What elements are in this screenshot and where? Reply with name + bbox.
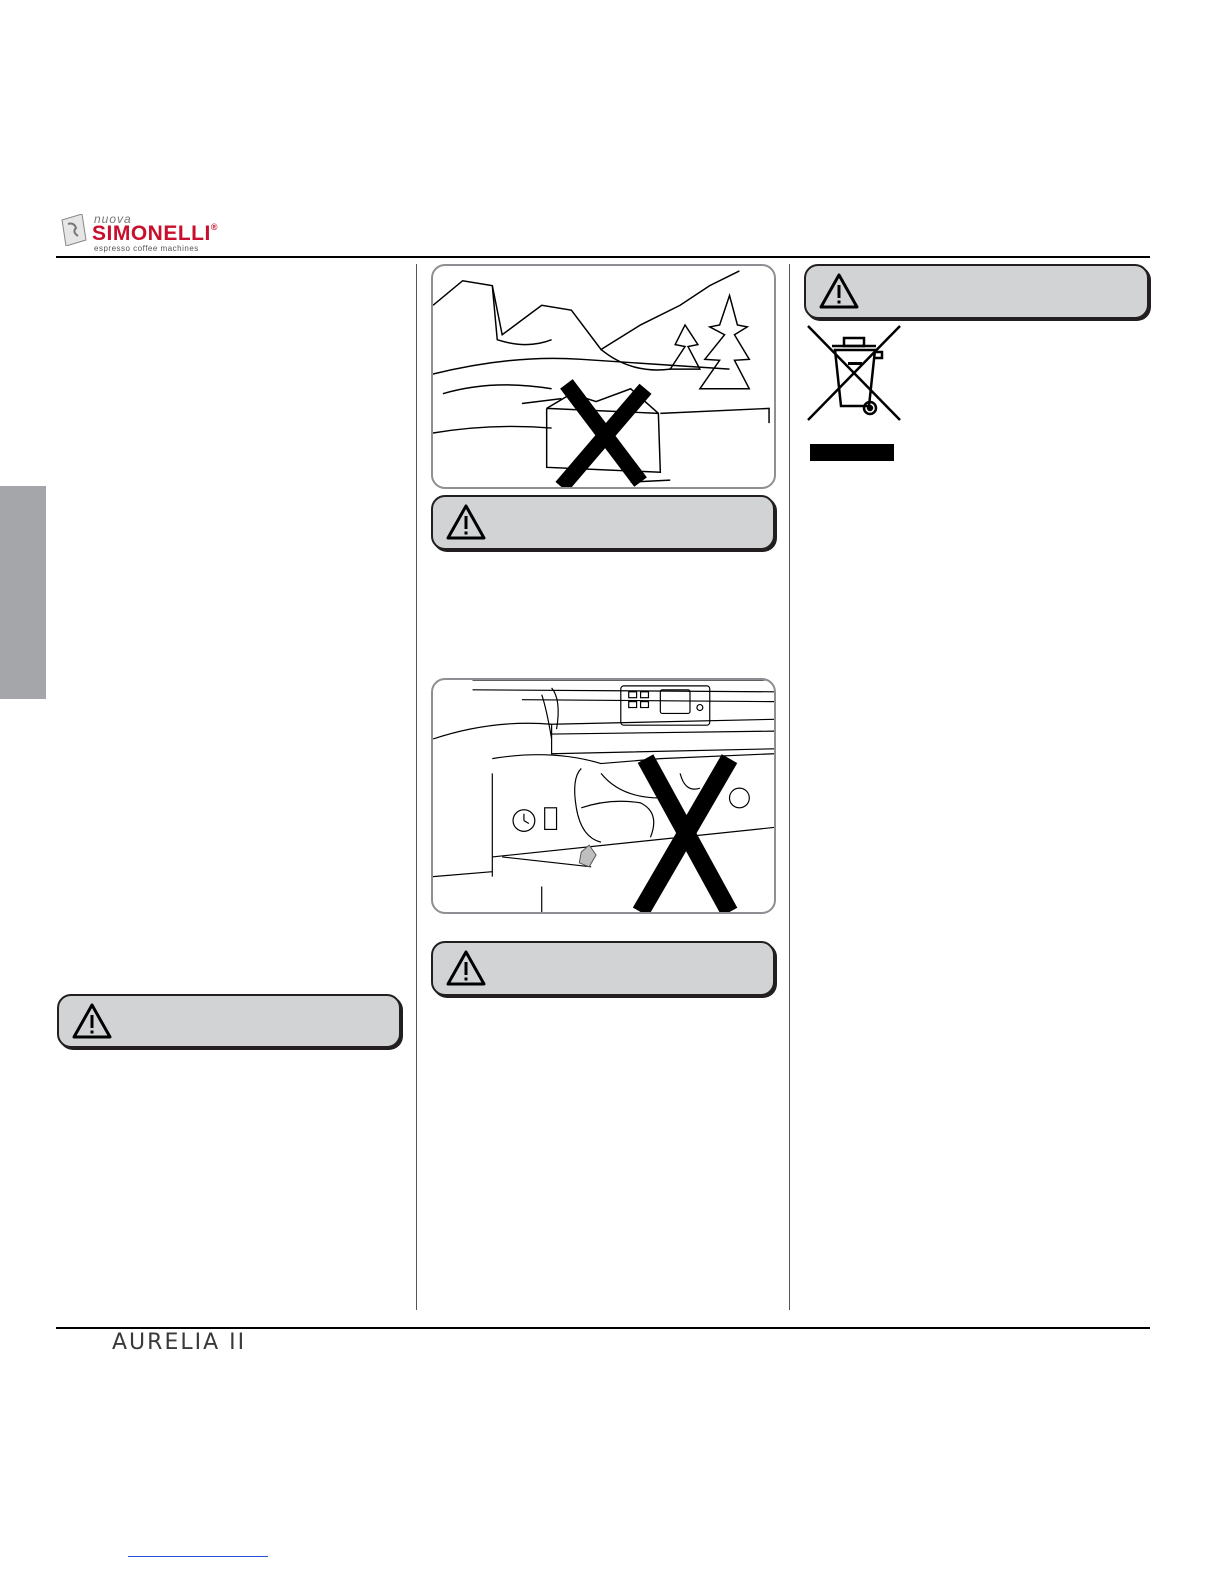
column-divider — [789, 264, 790, 1310]
landscape-no-dumping-figure — [431, 264, 776, 489]
side-section-tab — [0, 486, 46, 699]
warning-triangle-icon — [445, 949, 487, 987]
brand-tagline: espresso coffee machines — [94, 244, 199, 253]
model-logo: AURELIA II — [112, 1330, 247, 1355]
warning-triangle-icon — [445, 503, 487, 541]
weee-solid-bar — [810, 444, 894, 461]
warning-banner — [431, 495, 775, 550]
footer-link-underline — [128, 1556, 268, 1557]
warning-triangle-icon — [71, 1002, 113, 1040]
footer-rule — [56, 1327, 1150, 1329]
crossed-out-bin-icon — [804, 322, 904, 424]
machine-hand-hazard-figure — [431, 678, 776, 914]
warning-triangle-icon — [818, 272, 860, 310]
warning-banner — [431, 941, 775, 996]
logo-mark-icon — [60, 214, 88, 246]
brand-name: SIMONELLI® — [92, 222, 218, 245]
header-rule — [56, 256, 1150, 258]
column-divider — [416, 264, 417, 1310]
brand-logo — [56, 212, 236, 252]
brand-small-text: nuova — [94, 212, 132, 226]
warning-banner — [804, 264, 1149, 319]
warning-banner — [57, 994, 401, 1048]
